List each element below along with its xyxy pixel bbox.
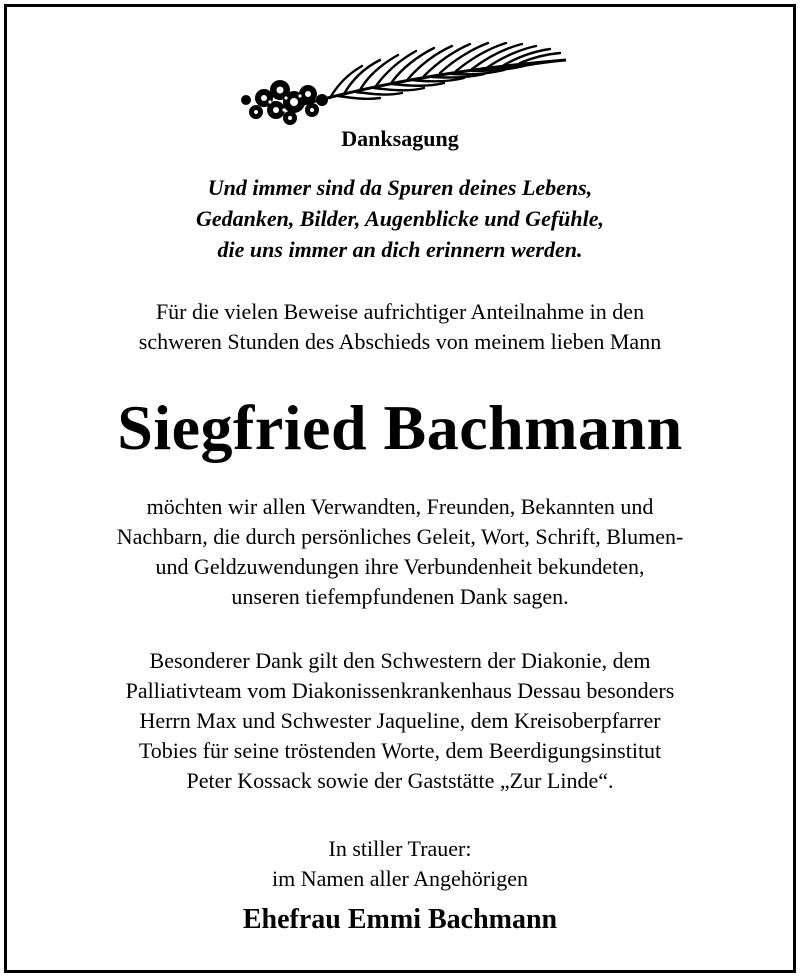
palm-frond-flower-icon	[234, 38, 570, 130]
special-thanks-paragraph	[0, 646, 800, 796]
poem-line: Gedanken, Bilder, Augenblicke und Gefühle,	[195, 206, 605, 231]
special-line: Palliativteam vom Diakonissenkrankenhaus Dessau besonders	[125, 678, 675, 703]
special-line: Peter Kossack sowie der Gaststätte „Zur Linde“.	[186, 768, 614, 793]
intro-line: Für die vielen Beweise aufrichtiger Anteilnahme in den	[155, 299, 645, 324]
thanks-line: möchten wir allen Verwandten, Freunden, Bekannten und	[146, 494, 654, 519]
intro-paragraph	[0, 297, 800, 357]
closing-line: In stiller Trauer:	[328, 836, 472, 861]
closing-lines	[0, 834, 800, 894]
poem-line: die uns immer an dich erinnern werden.	[217, 237, 583, 262]
thanks-line: Nachbarn, die durch persönliches Geleit, Wort, Schrift, Blumen-	[116, 524, 684, 549]
poem-line: Und immer sind da Spuren deines Lebens,	[207, 175, 593, 200]
signature: Ehefrau Emmi Bachmann	[242, 904, 558, 935]
special-line: Herrn Max und Schwester Jaqueline, dem Kreisoberpfarrer	[139, 708, 661, 733]
poem-verse	[0, 172, 800, 265]
intro-line: schweren Stunden des Abschieds von meinem lieben Mann	[138, 329, 662, 354]
heading: Danksagung	[341, 126, 459, 151]
thanks-line: unseren tiefempfundenen Dank sagen.	[231, 584, 569, 609]
thanks-line: und Geldzuwendungen ihre Verbundenheit bekundeten,	[155, 554, 645, 579]
closing-line: im Namen aller Angehörigen	[272, 866, 528, 891]
special-line: Besonderer Dank gilt den Schwestern der Diakonie, dem	[149, 648, 651, 673]
thanks-paragraph	[0, 492, 800, 612]
special-line: Tobies für seine tröstenden Worte, dem Beerdigungsinstitut	[138, 738, 662, 763]
deceased-name: Siegfried Bachmann	[117, 392, 683, 463]
